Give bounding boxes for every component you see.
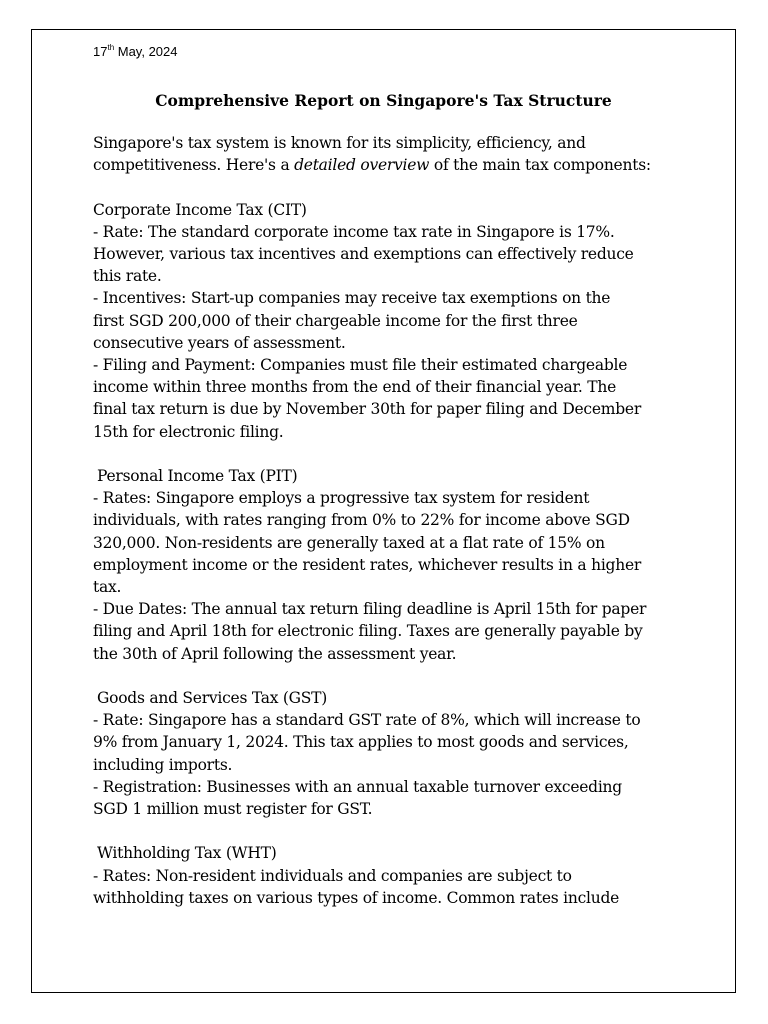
paragraph-gap	[93, 176, 713, 198]
intro-emphasis: detailed overview	[294, 156, 430, 175]
section-line: income within three months from the end of their financial year. The	[93, 378, 617, 397]
section-heading-wht: Withholding Tax (WHT)	[97, 844, 277, 863]
section-line: including imports.	[93, 755, 233, 774]
section-line: - Rate: Singapore has a standard GST rate of 8%, which will increase to	[93, 711, 641, 730]
section-line: - Rates: Non-resident individuals and companies are subject to	[93, 866, 572, 885]
document-body	[93, 132, 713, 909]
intro-line-2-after: of the main tax components:	[429, 156, 651, 175]
date-rest: May, 2024	[114, 44, 178, 59]
section-line: individuals, with rates ranging from 0% to 22% for income above SGD	[93, 511, 630, 530]
date-day: 17	[93, 44, 108, 59]
section-heading-cit: Corporate Income Tax (CIT)	[93, 200, 307, 219]
section-line: SGD 1 million must register for GST.	[93, 800, 373, 819]
section-line: 9% from January 1, 2024. This tax applies to most goods and services,	[93, 733, 629, 752]
section-line: - Registration: Businesses with an annual taxable turnover exceeding	[93, 777, 622, 796]
date-suffix: th	[107, 42, 115, 52]
section-line: - Filing and Payment: Companies must file their estimated chargeable	[93, 356, 628, 375]
intro-line-2	[93, 154, 713, 176]
section-line: - Rates: Singapore employs a progressive tax system for resident	[93, 489, 590, 508]
section-line: - Incentives: Start-up companies may receive tax exemptions on the	[93, 289, 611, 308]
document-title: Comprehensive Report on Singapore's Tax Structure	[155, 91, 612, 110]
section-line: - Due Dates: The annual tax return filing deadline is April 15th for paper	[93, 600, 647, 619]
paragraph-gap	[93, 665, 713, 687]
section-line: withholding taxes on various types of income. Common rates include	[93, 888, 620, 907]
section-line: tax.	[93, 578, 122, 597]
section-line: filing and April 18th for electronic filing. Taxes are generally payable by	[93, 622, 643, 641]
document-page	[31, 29, 736, 993]
section-line: final tax return is due by November 30th for paper filing and December	[93, 400, 641, 419]
section-line: this rate.	[93, 267, 162, 286]
paragraph-gap	[93, 443, 713, 465]
section-line: the 30th of April following the assessment year.	[93, 644, 457, 663]
document-date	[93, 43, 178, 61]
section-line: first SGD 200,000 of their chargeable income for the first three	[93, 311, 578, 330]
intro-line-1: Singapore's tax system is known for its simplicity, efficiency, and	[93, 134, 586, 152]
section-heading-pit: Personal Income Tax (PIT)	[97, 467, 298, 486]
section-line: consecutive years of assessment.	[93, 333, 346, 352]
section-heading-gst: Goods and Services Tax (GST)	[97, 689, 328, 708]
intro-line-2-before: competitiveness. Here's a	[93, 156, 295, 175]
section-line: employment income or the resident rates, whichever results in a higher	[93, 555, 642, 574]
section-line: 15th for electronic filing.	[93, 422, 284, 441]
section-line: However, various tax incentives and exemptions can effectively reduce	[93, 245, 634, 263]
section-line: 320,000. Non-residents are generally taxed at a flat rate of 15% on	[93, 533, 605, 552]
paragraph-gap	[93, 820, 713, 842]
section-line: - Rate: The standard corporate income tax rate in Singapore is 17%.	[93, 222, 615, 241]
